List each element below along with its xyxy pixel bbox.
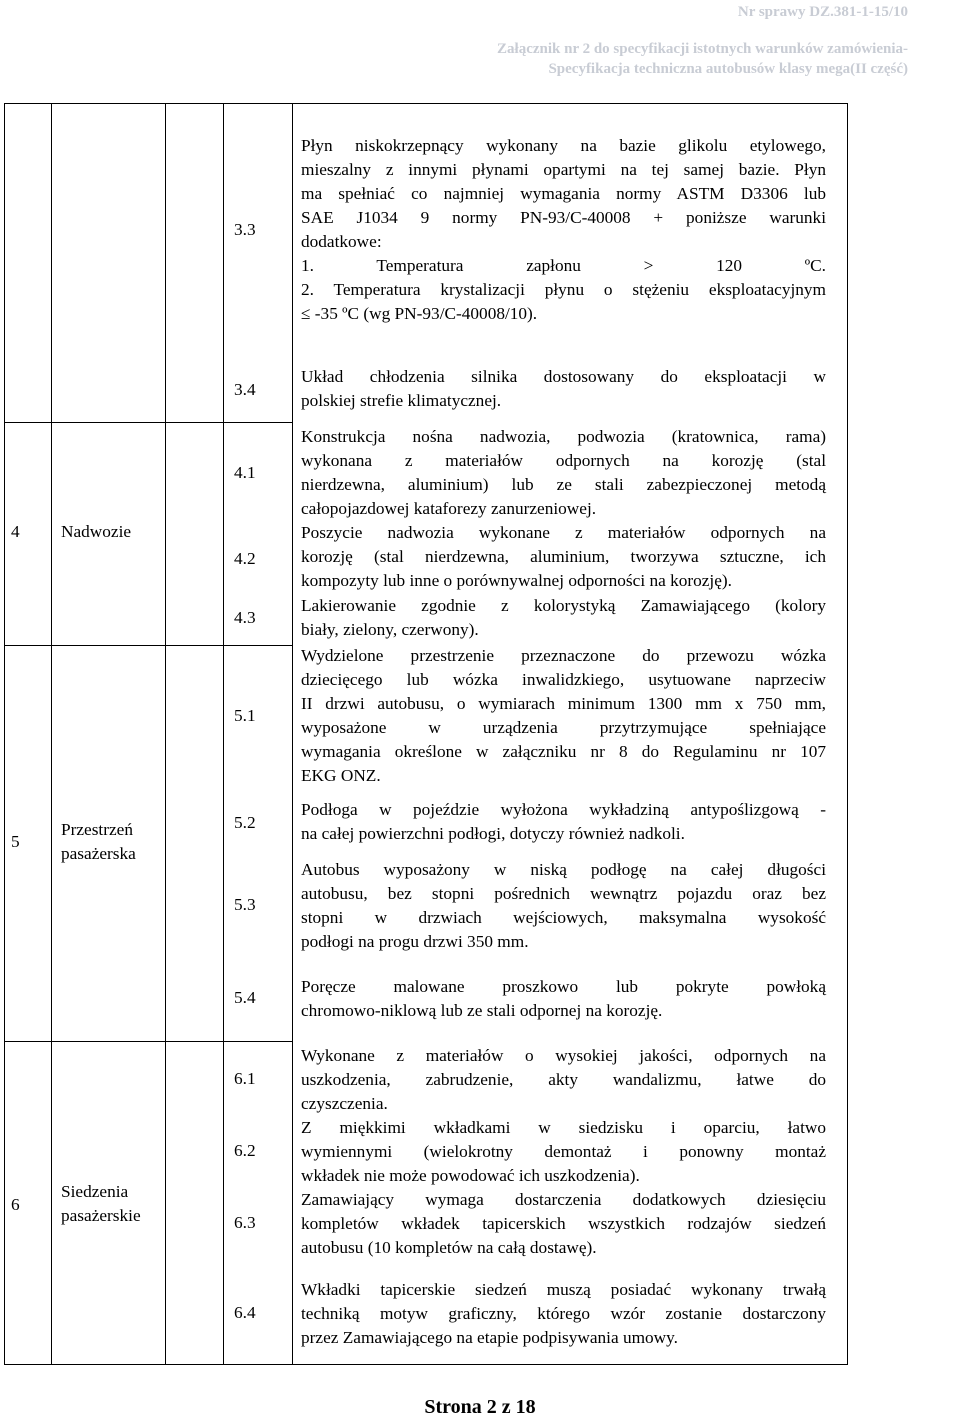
row-number: 6.4 <box>234 1303 256 1322</box>
table-divider-num-col <box>223 103 224 1365</box>
row-text-line: podłogi na progu drzwi 350 mm. <box>301 932 529 951</box>
row-text-line: 1. Temperatura zapłonu > 120 ºC. <box>301 256 826 275</box>
table-divider-group-col <box>51 103 52 1365</box>
table-border-bottom <box>4 1364 848 1365</box>
row-text-line: kompletów wkładek tapicerskich wszystkich rodzajów siedzeń <box>301 1214 826 1233</box>
row-text-line: Płyn niskokrzepnący wykonany na bazie glikolu etylowego, <box>301 136 826 155</box>
table-border-top <box>4 103 848 104</box>
table-divider-text-col <box>292 103 293 1365</box>
row-text-line: całopojazdowej kataforezy zanurzeniowej. <box>301 499 597 518</box>
row-text-line: Autobus wyposażony w niską podłogę na całej długości <box>301 860 826 879</box>
row-text-line: wykonana z materiałów odpornych na korozję (stal <box>301 451 826 470</box>
group-separator-4 <box>4 422 292 423</box>
row-text-line: techniką motyw graficzny, którego wzór zostanie dostarczony <box>301 1304 826 1323</box>
row-text-line: wyposażone w urządzenia przytrzymujące spełniające <box>301 718 826 737</box>
table-divider-name-col <box>165 103 166 1365</box>
group-label: pasażerskie <box>61 1206 141 1225</box>
row-number: 3.4 <box>234 380 256 399</box>
row-number: 4.3 <box>234 608 256 627</box>
row-text-line: czyszczenia. <box>301 1094 388 1113</box>
row-text-line: 2. Temperatura krystalizacji płynu o stężeniu eksploatacyjnym <box>301 280 826 299</box>
group-label: Siedzenia <box>61 1182 129 1201</box>
row-text-line: autobusu, bez stopni pośrednich wewnątrz pojazdu oraz bez <box>301 884 826 903</box>
row-text-line: SAE J1034 9 normy PN-93/C-40008 + poniższe warunki <box>301 208 826 227</box>
row-text-line: Układ chłodzenia silnika dostosowany do eksploatacji w <box>301 367 826 386</box>
row-text-line: korozję (stal nierdzewna, aluminium, tworzywa sztuczne, ich <box>301 547 826 566</box>
group-number: 5 <box>11 832 20 851</box>
row-text-line: Lakierowanie zgodnie z kolorystyką Zamawiającego (kolory <box>301 596 826 615</box>
row-text-line: autobusu (10 kompletów na całą dostawę). <box>301 1238 597 1257</box>
row-text-line: nierdzewna, aluminium) lub ze stali zabezpieczonej metodą <box>301 475 826 494</box>
row-text-line: dziecięcego lub wózka inwalidzkiego, usytuowane naprzeciw <box>301 670 826 689</box>
group-label: pasażerska <box>61 844 136 863</box>
row-text-line: Wykonane z materiałów o wysokiej jakości, odpornych na <box>301 1046 826 1065</box>
group-label: Nadwozie <box>61 522 132 541</box>
row-number: 5.3 <box>234 895 256 914</box>
table-border-right <box>847 103 848 1365</box>
row-text-line: II drzwi autobusu, o wymiarach minimum 1300 mm x 750 mm, <box>301 694 826 713</box>
row-number: 6.1 <box>234 1069 256 1088</box>
row-text-line: biały, zielony, czerwony). <box>301 620 479 639</box>
row-text-line: Wydzielone przestrzenie przeznaczone do przewozu wózka <box>301 646 826 665</box>
row-text-line: wkładek nie może powodować ich uszkodzenia). <box>301 1166 640 1185</box>
row-number: 4.1 <box>234 463 256 482</box>
row-number: 5.1 <box>234 706 256 725</box>
row-text-line: wymagania określone w załączniku nr 8 do Regulaminu nr 107 <box>301 742 826 761</box>
row-number: 5.2 <box>234 813 256 832</box>
row-text-line: Z miękkimi wkładkami w siedzisku i oparciu, łatwo <box>301 1118 826 1137</box>
row-text-line: Poszycie nadwozia wykonane z materiałów odpornych na <box>301 523 826 542</box>
row-text-line: EKG ONZ. <box>301 766 381 785</box>
row-text-line: kompozyty lub inne o porównywalnej odporności na korozję). <box>301 571 732 590</box>
group-number: 6 <box>11 1195 20 1214</box>
page-number: Strona 2 z 18 <box>424 1396 536 1418</box>
attachment-title-line2: Specyfikacja techniczna autobusów klasy mega(II część) <box>548 61 908 77</box>
attachment-title-line1: Załącznik nr 2 do specyfikacji istotnych warunków zamówienia- <box>497 41 908 57</box>
group-label: Przestrzeń <box>61 820 133 839</box>
row-text-line: uszkodzenia, zabrudzenie, akty wandalizmu, łatwe do <box>301 1070 826 1089</box>
row-text-line: ma spełniać co najmniej wymagania normy ASTM D3306 lub <box>301 184 826 203</box>
group-number: 4 <box>11 522 20 541</box>
group-separator-6 <box>4 1041 292 1042</box>
row-text-line: wymiennymi (wielokrotny demontaż i ponowny montaż <box>301 1142 826 1161</box>
row-number: 5.4 <box>234 988 256 1007</box>
row-text-line: mieszalny z innymi płynami opartymi na tej samej bazie. Płyn <box>301 160 826 179</box>
row-text-line: Podłoga w pojeździe wyłożona wykładziną antypoślizgową - <box>301 800 826 819</box>
row-number: 6.3 <box>234 1213 256 1232</box>
row-text-line: przez Zamawiającego na etapie podpisywania umowy. <box>301 1328 678 1347</box>
row-number: 6.2 <box>234 1141 256 1160</box>
row-text-line: ≤ -35 ºC (wg PN-93/C-40008/10). <box>301 304 538 323</box>
row-number: 4.2 <box>234 549 256 568</box>
row-text-line: polskiej strefie klimatycznej. <box>301 391 502 410</box>
group-separator-5 <box>4 645 292 646</box>
row-text-line: Poręcze malowane proszkowo lub pokryte powłoką <box>301 977 826 996</box>
case-number: Nr sprawy DZ.381-1-15/10 <box>737 4 908 20</box>
row-text-line: na całej powierzchni podłogi, dotyczy również nadkoli. <box>301 824 685 843</box>
row-text-line: dodatkowe: <box>301 232 382 251</box>
row-text-line: Wkładki tapicerskie siedzeń muszą posiadać wykonany trwałą <box>301 1280 826 1299</box>
row-text-line: Konstrukcja nośna nadwozia, podwozia (kratownica, rama) <box>301 427 826 446</box>
row-text-line: stopni w drzwiach wejściowych, maksymalna wysokość <box>301 908 826 927</box>
row-text-line: chromowo-niklową lub ze stali odpornej na korozję. <box>301 1001 663 1020</box>
row-number: 3.3 <box>234 220 256 239</box>
row-text-line: Zamawiający wymaga dostarczenia dodatkowych dziesięciu <box>301 1190 826 1209</box>
table-border-left <box>4 103 5 1365</box>
